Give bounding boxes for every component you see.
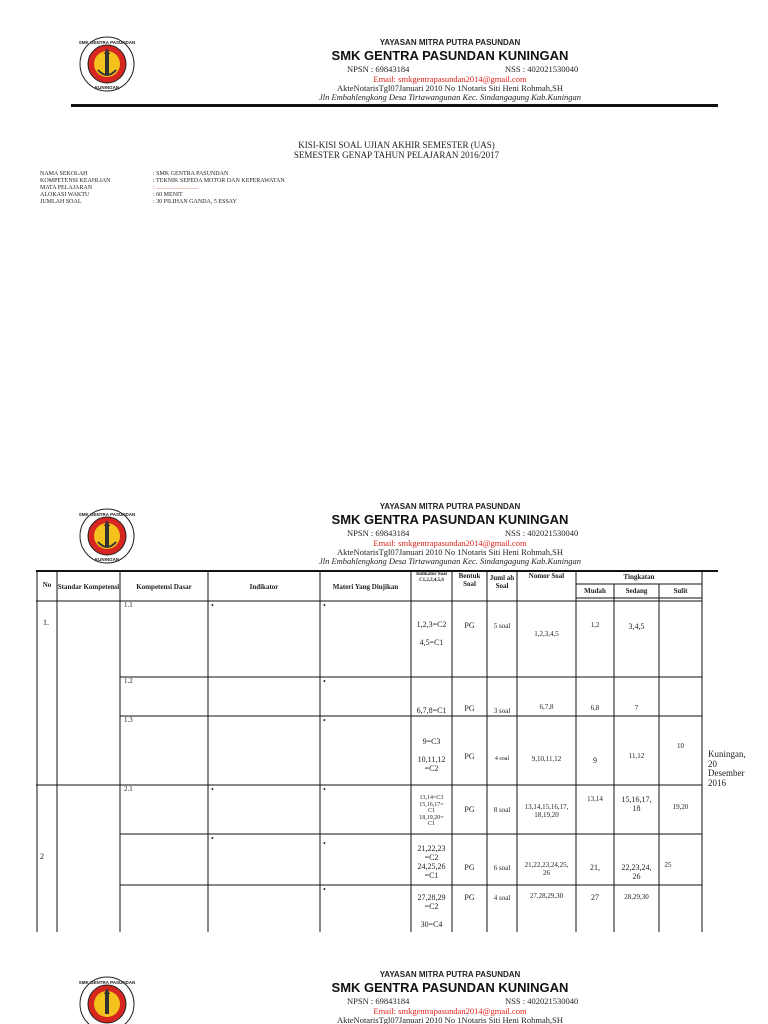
doc-title: KISI-KISI SOAL UJIAN AKHIR SEMESTER (UAS) bbox=[298, 140, 495, 150]
school-email: Email: smkgentrapasundan2014@gmail.com bbox=[373, 74, 527, 84]
doc-subtitle: SEMESTER GENAP TAHUN PELAJARAN 2016/2017 bbox=[293, 150, 500, 160]
sedang-cell: 15,16,17, 18 bbox=[621, 795, 652, 813]
info-label: KOMPETENSI KEAHLIAN bbox=[40, 178, 111, 184]
info-label: JUMLAH SOAL bbox=[40, 199, 82, 205]
indikator-soal-cell: 9=C3 10,11,12 =C2 bbox=[417, 737, 446, 773]
kd-number: 2.1 bbox=[124, 785, 133, 793]
jumlah-soal-cell: 4 soal bbox=[493, 894, 511, 902]
materi-bullet: • bbox=[323, 839, 326, 848]
mudah-cell: 6,8 bbox=[590, 704, 600, 712]
school-address: Jln Embahlengkong Desa Tirtawangunan Kec. Sindangagung Kab.Kuningan bbox=[318, 556, 582, 566]
letterhead-top bbox=[0, 26, 768, 136]
mudah-cell: 21, bbox=[590, 863, 600, 872]
sedang-cell: 22,23,24, 26 bbox=[621, 863, 652, 881]
jumlah-soal-cell: 3 soal bbox=[493, 707, 511, 715]
header-tingkatan: Tingkatan bbox=[623, 573, 655, 581]
nomor-soal-cell: 1,2,3,4,5 bbox=[534, 630, 559, 638]
mudah-cell: 9 bbox=[593, 756, 597, 765]
header-indikator-soal: Indikator Soal C1,2,3,4,5,6 bbox=[416, 572, 447, 583]
npsn: NPSN : 69843184 bbox=[347, 996, 410, 1006]
info-value: : 60 MENIT bbox=[153, 192, 183, 198]
header-sulit: Sulit bbox=[673, 587, 688, 595]
sedang-cell: 28,29,30 bbox=[624, 893, 649, 901]
npsn: NPSN : 69843184 bbox=[347, 64, 410, 74]
bentuk-soal-cell: PG bbox=[464, 704, 475, 713]
kd-number: 1.1 bbox=[124, 601, 133, 609]
bentuk-soal-cell: PG bbox=[464, 805, 475, 814]
indikator-soal-cell: 6,7,8=C1 bbox=[416, 706, 447, 715]
mudah-cell: 1,2 bbox=[590, 621, 600, 629]
npsn: NPSN : 69843184 bbox=[347, 528, 410, 538]
foundation-name: YAYASAN MITRA PUTRA PASUNDAN bbox=[379, 970, 521, 979]
header-kompetensi-dasar: Kompetensi Dasar bbox=[136, 583, 192, 591]
indikator-bullet: • bbox=[211, 785, 214, 794]
foundation-name: YAYASAN MITRA PUTRA PASUNDAN bbox=[379, 38, 521, 47]
sulit-cell: 10 bbox=[677, 742, 684, 750]
school-email: Email: smkgentrapasundan2014@gmail.com bbox=[373, 538, 527, 548]
info-value: : SMK GENTRA PASUNDAN bbox=[153, 171, 229, 177]
bentuk-soal-cell: PG bbox=[464, 752, 475, 761]
indikator-bullet: • bbox=[211, 601, 214, 610]
svg-text:KUNINGAN: KUNINGAN bbox=[94, 557, 120, 562]
nss: NSS : 402021530040 bbox=[505, 64, 579, 74]
nss: NSS : 402021530040 bbox=[505, 528, 579, 538]
sedang-cell: 11,12 bbox=[628, 752, 645, 760]
info-label: ALOKASI WAKTU bbox=[40, 192, 90, 198]
sedang-cell: 7 bbox=[634, 704, 639, 712]
info-label: MATA PELAJARAN bbox=[40, 185, 93, 191]
nomor-soal-cell: 6,7,8 bbox=[539, 703, 554, 711]
bentuk-soal-cell: PG bbox=[464, 863, 475, 872]
mudah-cell: 27 bbox=[591, 893, 599, 902]
school-logo-icon bbox=[79, 508, 135, 564]
notary-deed: AkteNotarisTgl07Januari 2010 No 1Notaris Siti Heni Rohmah,SH bbox=[337, 547, 563, 557]
svg-text:SMK GENTRA PASUNDAN: SMK GENTRA PASUNDAN bbox=[79, 40, 135, 45]
sedang-cell: 3,4,5 bbox=[628, 622, 645, 631]
header-materi: Materi Yang Diujikan bbox=[332, 583, 399, 591]
nomor-soal-cell: 27,28,29,30 bbox=[529, 892, 564, 900]
indikator-soal-cell: 1,2,3=C2 4,5=C1 bbox=[416, 620, 447, 647]
materi-bullet: • bbox=[323, 716, 326, 725]
foundation-name: YAYASAN MITRA PUTRA PASUNDAN bbox=[379, 502, 521, 511]
header-bentuk-soal: Bentuk Soal bbox=[458, 572, 481, 588]
row-no: 2 bbox=[40, 852, 44, 861]
school-logo-icon bbox=[79, 976, 135, 1024]
info-value: : TEKNIK SEPEDA MOTOR DAN KEPERAWATAN bbox=[153, 178, 285, 184]
bentuk-soal-cell: PG bbox=[464, 893, 475, 902]
nomor-soal-cell: 21,22,23,24,25, 26 bbox=[524, 861, 569, 877]
header-standar-kompetensi: Standar Kompetensi bbox=[57, 583, 120, 591]
indikator-soal-cell: 13,14=C3 15,16,17= C1 18,19,20= C1 bbox=[419, 795, 444, 827]
kd-number: 1.2 bbox=[124, 677, 133, 685]
school-name: SMK GENTRA PASUNDAN KUNINGAN bbox=[331, 512, 569, 527]
notary-deed: AkteNotarisTgl07Januari 2010 No 1Notaris Siti Heni Rohmah,SH bbox=[337, 1015, 563, 1024]
indikator-soal-cell: 27,28,29 =C2 30=C4 bbox=[417, 893, 446, 929]
materi-bullet: • bbox=[323, 677, 326, 686]
school-name: SMK GENTRA PASUNDAN KUNINGAN bbox=[331, 48, 569, 63]
place-date: Kuningan, 20 Desember 2016 bbox=[708, 749, 746, 788]
school-name: SMK GENTRA PASUNDAN KUNINGAN bbox=[331, 980, 569, 995]
header-mudah: Mudah bbox=[584, 587, 606, 595]
svg-text:SMK GENTRA PASUNDAN: SMK GENTRA PASUNDAN bbox=[79, 980, 135, 985]
indikator-soal-cell: 21,22,23 =C2 24,25,26 =C1 bbox=[417, 844, 446, 880]
school-email: Email: smkgentrapasundan2014@gmail.com bbox=[373, 1006, 527, 1016]
info-value: : 30 PILIHAN GANDA, 5 ESSAY bbox=[153, 199, 237, 205]
letterhead-rule bbox=[71, 104, 718, 107]
header-jumlah-soal: Juml ah Soal bbox=[489, 574, 515, 590]
nomor-soal-cell: 13,14,15,16,17, 18,19,20 bbox=[524, 803, 569, 819]
sulit-cell: 25 bbox=[664, 861, 672, 869]
info-label: NAMA SEKOLAH bbox=[40, 171, 88, 177]
kd-number: 1.3 bbox=[124, 716, 133, 724]
notary-deed: AkteNotarisTgl07Januari 2010 No 1Notaris Siti Heni Rohmah,SH bbox=[337, 83, 563, 93]
indikator-bullet: • bbox=[211, 834, 214, 843]
materi-bullet: • bbox=[323, 601, 326, 610]
header-indikator: Indikator bbox=[249, 583, 279, 591]
sulit-cell: 19,20 bbox=[672, 803, 689, 811]
letterhead-bottom bbox=[0, 966, 768, 1024]
info-value: : ............................ bbox=[153, 185, 199, 191]
svg-text:SMK GENTRA PASUNDAN: SMK GENTRA PASUNDAN bbox=[79, 512, 135, 517]
jumlah-soal-cell: 6 soal bbox=[493, 864, 511, 872]
jumlah-soal-cell: 4 soal bbox=[494, 756, 510, 762]
svg-text:KUNINGAN: KUNINGAN bbox=[94, 85, 120, 90]
jumlah-soal-cell: 8 soal bbox=[493, 806, 511, 814]
nomor-soal-cell: 9,10,11,12 bbox=[531, 755, 562, 763]
materi-bullet: • bbox=[323, 885, 326, 894]
school-address: Jln Embahlengkong Desa Tirtawangunan Kec. Sindangagung Kab.Kuningan bbox=[318, 92, 582, 102]
header-nomor-soal: Nomor Soal bbox=[528, 572, 565, 580]
bentuk-soal-cell: PG bbox=[464, 621, 475, 630]
row-no: 1. bbox=[43, 618, 49, 627]
nss: NSS : 402021530040 bbox=[505, 996, 579, 1006]
mudah-cell: 13,14 bbox=[587, 795, 603, 803]
school-logo-icon bbox=[79, 36, 135, 92]
jumlah-soal-cell: 5 soal bbox=[493, 622, 511, 630]
header-no: No bbox=[42, 581, 52, 589]
materi-bullet: • bbox=[323, 785, 326, 794]
header-sedang: Sedang bbox=[625, 587, 648, 595]
